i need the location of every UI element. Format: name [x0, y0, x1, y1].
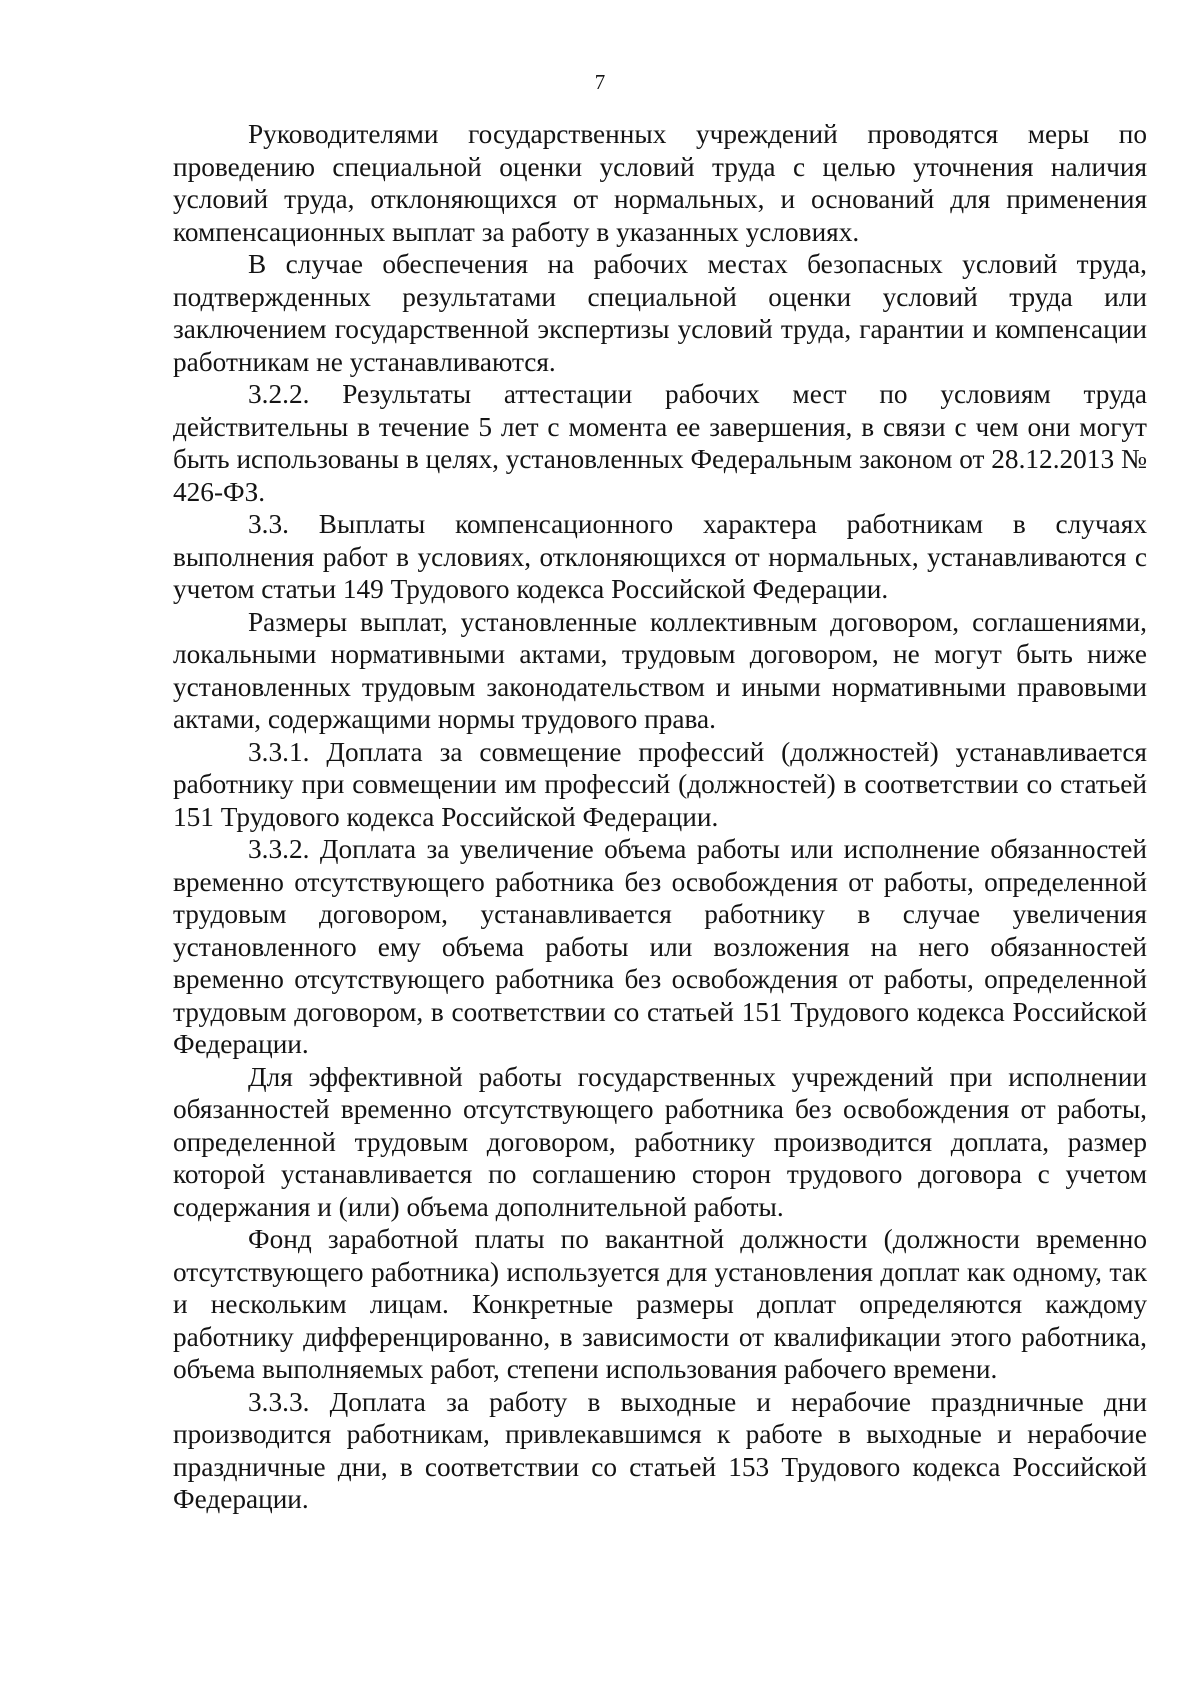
paragraph-3-3-1: 3.3.1. Доплата за совмещение профессий (должностей) устанавливается работнику при совмещении им профессий (должностей) в соответствии со статьей 151 Трудового кодекса Российской Федерации.: [173, 736, 1147, 832]
paragraph-payment-sizes: Размеры выплат, установленные коллективным договором, соглашениями, локальными нормативными актами, трудовым договором, не могут быть ниже установленных трудовым законодательством и иными нормативными правовыми актами, содержащими нормы трудового права.: [173, 606, 1147, 734]
paragraph-3-3: 3.3. Выплаты компенсационного характера работникам в случаях выполнения работ в условиях, отклоняющихся от нормальных, устанавливаются с учетом статьи 149 Трудового кодекса Российской Федерации.: [173, 509, 1147, 604]
body-text: [173, 118, 1147, 1516]
paragraph-3-3-2: 3.3.2. Доплата за увеличение объема работы или исполнение обязанностей временно отсутствующего работника без освобождения от работы, определенной трудовым договором, устанавливается работнику в случае увеличения установленного ему объема работы или возложения на него обязанностей временно отсутствующего работника без освобождения от работы, определенной трудовым договором, в соответствии со статьей 151 Трудового кодекса Российской Федерации.: [173, 834, 1147, 1059]
paragraph-effective-work: Для эффективной работы государственных учреждений при исполнении обязанностей временно отсутствующего работника без освобождения от работы, определенной трудовым договором, работнику производится доплата, размер которой устанавливается по соглашению сторон трудового договора с учетом содержания и (или) объема дополнительной работы.: [173, 1061, 1147, 1222]
paragraph-wage-fund: Фонд заработной платы по вакантной должности (должности временно отсутствующего работника) используется для установления доплат как одному, так и нескольким лицам. Конкретные размеры доплат определяются каждому работнику дифференцированно, в зависимости от квалификации этого работника, объема выполняемых работ, степени использования рабочего времени.: [173, 1224, 1147, 1384]
page-number: 7: [594, 70, 606, 94]
paragraph-sout-measures: Руководителями государственных учреждений проводятся меры по проведению специальной оценки условий труда с целью уточнения наличия условий труда, отклоняющихся от нормальных, и оснований для применения компенсационных выплат за работу в указанных условиях.: [173, 119, 1147, 247]
paragraph-3-3-3: 3.3.3. Доплата за работу в выходные и нерабочие праздничные дни производится работникам, привлекавшимся к работе в выходные и нерабочие праздничные дни, в соответствии со статьей 153 Трудового кодекса Российской Федерации.: [173, 1386, 1147, 1514]
paragraph-safe-conditions: В случае обеспечения на рабочих местах безопасных условий труда, подтвержденных результатами специальной оценки условий труда или заключением государственной экспертизы условий труда, гарантии и компенсации работникам не устанавливаются.: [173, 249, 1147, 377]
paragraph-3-2-2: 3.2.2. Результаты аттестации рабочих мест по условиям труда действительны в течение 5 лет с момента ее завершения, в связи с чем они могут быть использованы в целях, установленных Федеральным законом от 28.12.2013 № 426-ФЗ.: [173, 379, 1147, 507]
